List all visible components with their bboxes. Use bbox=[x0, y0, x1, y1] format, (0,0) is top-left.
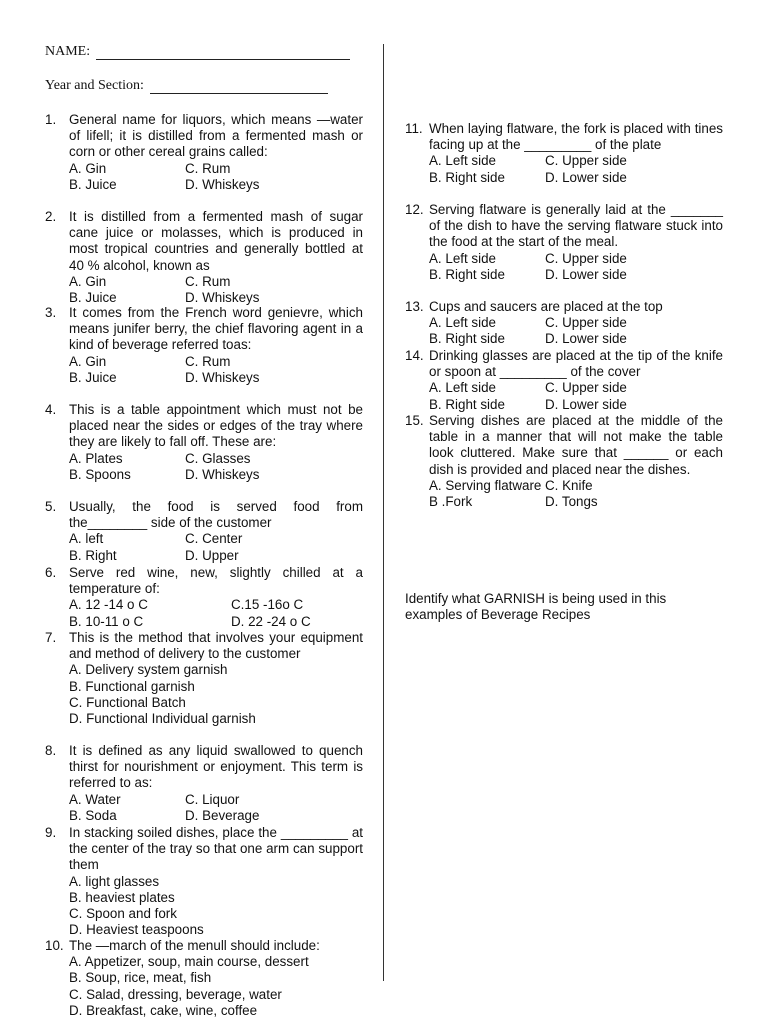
answer-option[interactable]: D. Whiskeys bbox=[185, 466, 260, 482]
question-13 bbox=[405, 299, 723, 348]
identify-instruction: Identify what GARNISH is being used in this examples of Beverage Recipes bbox=[405, 591, 667, 623]
question-number: 4. bbox=[45, 402, 57, 417]
answer-options bbox=[429, 315, 723, 347]
answer-options bbox=[69, 451, 363, 483]
question-number: 13. bbox=[405, 299, 424, 314]
question-number: 14. bbox=[405, 348, 424, 363]
answer-option[interactable]: C. Rum bbox=[185, 353, 231, 369]
question-number: 9. bbox=[45, 825, 57, 840]
answer-option[interactable]: A. Appetizer, soup, main course, dessert bbox=[69, 954, 309, 970]
answer-options bbox=[69, 954, 363, 1019]
answer-option[interactable]: D. Functional Individual garnish bbox=[69, 711, 256, 727]
answer-option[interactable]: D. Lower side bbox=[545, 169, 627, 185]
answer-option[interactable]: C. Upper side bbox=[545, 250, 627, 266]
question-number: 1. bbox=[45, 112, 57, 127]
question-5 bbox=[45, 499, 363, 564]
answer-options bbox=[69, 792, 363, 824]
answer-option[interactable]: A. Gin bbox=[69, 273, 107, 289]
option-row bbox=[69, 451, 363, 467]
name-field-row bbox=[45, 44, 350, 60]
answer-option[interactable]: C. Upper side bbox=[545, 153, 627, 169]
answer-option[interactable]: D. Whiskeys bbox=[185, 369, 260, 385]
answer-option[interactable]: C. Knife bbox=[545, 477, 593, 493]
option-row bbox=[69, 808, 363, 824]
question-number: 7. bbox=[45, 630, 57, 645]
answer-option[interactable]: B .Fork bbox=[429, 494, 473, 510]
answer-option[interactable]: D. Heaviest teaspoons bbox=[69, 922, 204, 938]
option-row bbox=[69, 792, 363, 808]
option-row bbox=[429, 478, 723, 494]
question-stem: Serve red wine, new, slightly chilled at a temperature of: bbox=[69, 565, 363, 597]
option-row bbox=[69, 467, 363, 483]
answer-option[interactable]: B. Right side bbox=[429, 266, 505, 282]
option-row bbox=[69, 614, 363, 630]
option-row bbox=[429, 251, 723, 267]
answer-options bbox=[69, 274, 363, 306]
answer-options bbox=[69, 662, 363, 727]
option-row bbox=[429, 267, 723, 283]
answer-option[interactable]: B. Spoons bbox=[69, 466, 131, 482]
question-14 bbox=[405, 348, 723, 413]
question-stem: Cups and saucers are placed at the top bbox=[429, 299, 663, 314]
answer-options bbox=[69, 354, 363, 386]
question-4 bbox=[45, 402, 363, 483]
answer-options bbox=[429, 380, 723, 412]
question-11 bbox=[405, 121, 723, 186]
question-stem: Serving dishes are placed at the middle of the table in a manner that will not make the table look cluttered. Make sure that ______ or each dish is provided and placed near the dishes. bbox=[429, 413, 723, 477]
option-row bbox=[429, 315, 723, 331]
answer-option[interactable]: D. Lower side bbox=[545, 331, 627, 347]
question-number: 3. bbox=[45, 305, 57, 320]
question-stem: Drinking glasses are placed at the tip of the knife or spoon at _________ of the cover bbox=[429, 348, 723, 380]
answer-option[interactable]: C. Rum bbox=[185, 273, 231, 289]
answer-options bbox=[69, 597, 363, 629]
section-blank-line[interactable] bbox=[150, 93, 328, 94]
column-divider bbox=[383, 44, 384, 981]
option-row bbox=[69, 531, 363, 547]
answer-option[interactable]: C. Functional Batch bbox=[69, 694, 186, 710]
question-stem: It is distilled from a fermented mash of sugar cane juice or molasses, which is produced in most tropical countries and generally bottled at 40 % alcohol, known as bbox=[69, 209, 363, 273]
answer-option[interactable]: C. Salad, dressing, beverage, water bbox=[69, 986, 282, 1002]
question-stem: Usually, the food is served food from the________ side of the customer bbox=[69, 499, 363, 531]
answer-option[interactable]: B. heaviest plates bbox=[69, 889, 175, 905]
question-7 bbox=[45, 630, 363, 727]
option-row bbox=[69, 597, 363, 613]
question-stem: Serving flatware is generally laid at the _______ of the dish to have the serving flatware stuck into the food at the start of the meal. bbox=[429, 202, 723, 250]
question-number: 8. bbox=[45, 743, 57, 758]
answer-option[interactable]: A. Gin bbox=[69, 353, 107, 369]
answer-option[interactable]: A. Water bbox=[69, 791, 121, 807]
answer-option[interactable]: A. Left side bbox=[429, 153, 496, 169]
answer-option[interactable]: B. 10-11 o C bbox=[69, 613, 144, 629]
answer-option[interactable]: A. Gin bbox=[69, 160, 107, 176]
answer-option[interactable]: D. Whiskeys bbox=[185, 290, 260, 306]
answer-option[interactable]: A. Delivery system garnish bbox=[69, 662, 228, 678]
option-row bbox=[429, 331, 723, 347]
question-number: 12. bbox=[405, 202, 424, 217]
option-row bbox=[429, 397, 723, 413]
name-label: NAME: bbox=[45, 44, 91, 59]
answer-option[interactable]: B. Right bbox=[69, 547, 117, 563]
answer-option[interactable]: A. Left side bbox=[429, 380, 496, 396]
answer-option[interactable]: B. Juice bbox=[69, 290, 117, 306]
option-row bbox=[429, 153, 723, 169]
question-stem: General name for liquors, which means —water of lifell; it is distilled from a fermented mash or corn or other cereal grains called: bbox=[69, 112, 363, 160]
answer-option[interactable]: D. Upper bbox=[185, 547, 239, 563]
option-row bbox=[429, 380, 723, 396]
answer-option[interactable]: B. Right side bbox=[429, 396, 505, 412]
question-12 bbox=[405, 202, 723, 283]
option-row bbox=[69, 354, 363, 370]
question-stem: When laying flatware, the fork is placed with tines facing up at the _________ of the plate bbox=[429, 121, 723, 153]
answer-option[interactable]: B. Functional garnish bbox=[69, 678, 195, 694]
option-row bbox=[429, 170, 723, 186]
option-row bbox=[69, 161, 363, 177]
answer-option[interactable]: A. 12 -14 o C bbox=[69, 597, 148, 613]
answer-option[interactable]: A. Serving flatware bbox=[429, 477, 542, 493]
answer-option[interactable]: C. Glasses bbox=[185, 450, 251, 466]
answer-option[interactable]: D. Lower side bbox=[545, 266, 627, 282]
answer-options bbox=[429, 251, 723, 283]
answer-options bbox=[429, 153, 723, 185]
question-6 bbox=[45, 565, 363, 630]
answer-option[interactable]: A. Left side bbox=[429, 250, 496, 266]
question-number: 2. bbox=[45, 209, 57, 224]
answer-option[interactable]: D. Whiskeys bbox=[185, 176, 260, 192]
option-row bbox=[429, 494, 723, 510]
section-field-row bbox=[45, 78, 328, 94]
answer-option[interactable]: C. Rum bbox=[185, 160, 231, 176]
answer-option[interactable]: C. Spoon and fork bbox=[69, 906, 177, 922]
answer-option[interactable]: B. Juice bbox=[69, 176, 117, 192]
answer-options bbox=[69, 161, 363, 193]
question-stem: It comes from the French word genievre, which means junifer berry, the chief flavoring agent in a kind of beverage referred toas: bbox=[69, 305, 363, 353]
question-8 bbox=[45, 743, 363, 824]
question-stem: The —march of the menull should include: bbox=[69, 938, 320, 953]
question-1 bbox=[45, 112, 363, 193]
answer-option[interactable]: B. Juice bbox=[69, 369, 117, 385]
answer-option[interactable]: A. Plates bbox=[69, 450, 123, 466]
question-15 bbox=[405, 413, 723, 510]
question-number: 15. bbox=[405, 413, 424, 428]
option-row bbox=[69, 177, 363, 193]
answer-option[interactable]: A. left bbox=[69, 531, 104, 547]
answer-option[interactable]: D. Lower side bbox=[545, 396, 627, 412]
question-number: 11. bbox=[405, 121, 423, 136]
answer-option[interactable]: B. Soup, rice, meat, fish bbox=[69, 970, 212, 986]
option-row bbox=[69, 548, 363, 564]
answer-option[interactable]: B. Right side bbox=[429, 169, 505, 185]
answer-option[interactable]: A. Left side bbox=[429, 315, 496, 331]
answer-options bbox=[69, 531, 363, 563]
answer-option[interactable]: C. Liquor bbox=[185, 791, 240, 807]
answer-option[interactable]: D. Breakfast, cake, wine, coffee bbox=[69, 1002, 258, 1018]
question-number: 6. bbox=[45, 565, 57, 580]
answer-option[interactable]: C. Upper side bbox=[545, 380, 627, 396]
name-blank-line[interactable] bbox=[96, 59, 350, 60]
question-stem: It is defined as any liquid swallowed to quench thirst for nourishment or enjoyment. This term is referred to as: bbox=[69, 743, 363, 791]
answer-option[interactable]: D. 22 -24 o C bbox=[231, 613, 311, 629]
option-row bbox=[69, 274, 363, 290]
option-row bbox=[69, 290, 363, 306]
answer-option[interactable]: C.15 -16o C bbox=[231, 597, 304, 613]
question-2 bbox=[45, 209, 363, 306]
question-stem: In stacking soiled dishes, place the _________ at the center of the tray so that one arm can support them bbox=[69, 825, 363, 873]
answer-option[interactable]: C. Upper side bbox=[545, 315, 627, 331]
answer-option[interactable]: D. Beverage bbox=[185, 807, 260, 823]
question-stem: This is a table appointment which must not be placed near the sides or edges of the tray where they are likely to fall off. These are: bbox=[69, 402, 363, 450]
option-row bbox=[69, 370, 363, 386]
question-stem: This is the method that involves your equipment and method of delivery to the customer bbox=[69, 630, 363, 662]
section-label: Year and Section: bbox=[45, 78, 144, 93]
answer-option[interactable]: B. Soda bbox=[69, 807, 117, 823]
question-number: 10. bbox=[45, 938, 64, 953]
question-3 bbox=[45, 305, 363, 386]
answer-options bbox=[69, 874, 363, 939]
answer-options bbox=[429, 478, 723, 510]
answer-option[interactable]: C. Center bbox=[185, 531, 243, 547]
answer-option[interactable]: A. light glasses bbox=[69, 873, 160, 889]
answer-option[interactable]: D. Tongs bbox=[545, 494, 598, 510]
answer-option[interactable]: B. Right side bbox=[429, 331, 505, 347]
question-number: 5. bbox=[45, 499, 57, 514]
question-9 bbox=[45, 825, 363, 938]
question-10 bbox=[45, 938, 363, 1019]
